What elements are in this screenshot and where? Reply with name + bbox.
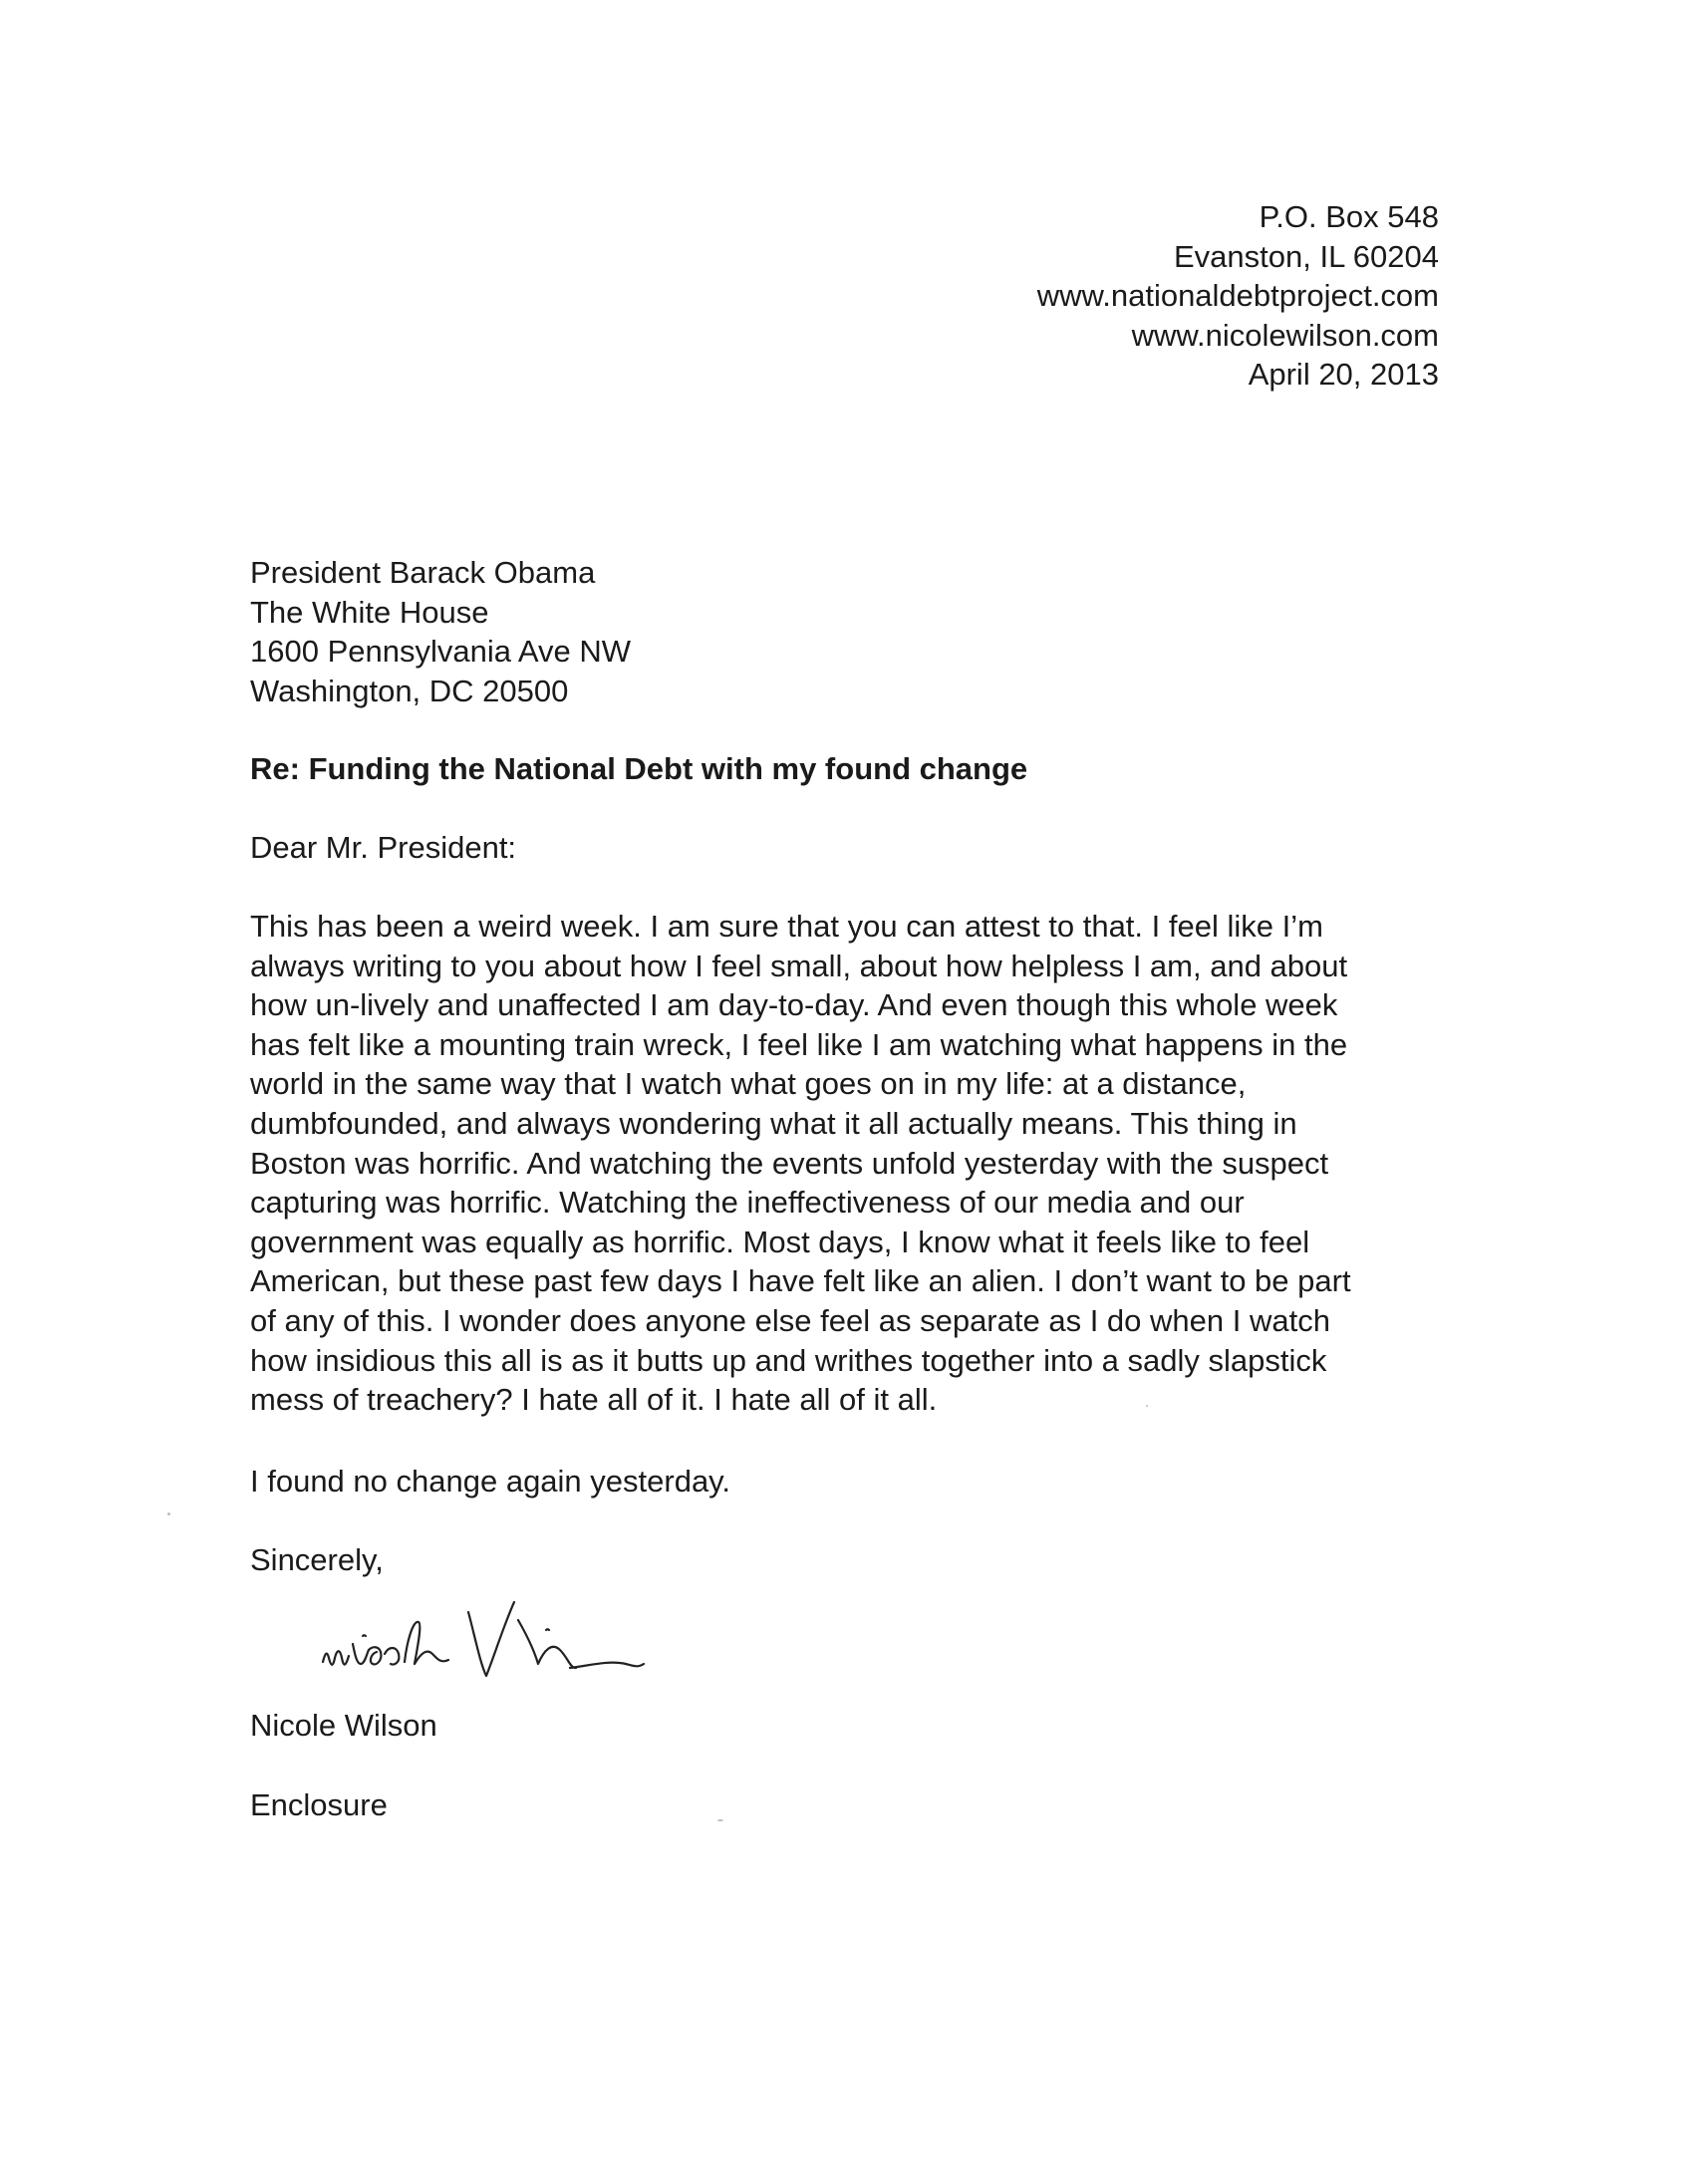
signature-stroke: [570, 1663, 644, 1668]
letter-date: April 20, 2013: [1248, 357, 1439, 392]
body-line: This has been a weird week. I am sure that you can attest to that. I feel like I’m: [250, 909, 1323, 944]
body-line: how un-lively and unaffected I am day-to-day. And even though this whole week: [250, 987, 1338, 1023]
signature-stroke: [405, 1622, 448, 1664]
signature-stroke: [546, 1629, 549, 1630]
body-line: has felt like a mounting train wreck, I feel like I am watching what happens in the: [250, 1026, 1348, 1062]
body-line: Boston was horrific. And watching the events unfold yesterday with the suspect: [250, 1145, 1329, 1181]
signature-stroke: [468, 1602, 514, 1676]
recipient-organization: The White House: [250, 594, 489, 630]
body-line: dumbfounded, and always wondering what it all actually means. This thing in: [250, 1105, 1297, 1141]
sender-city-state-zip: Evanston, IL 60204: [1174, 238, 1439, 274]
closing: Sincerely,: [250, 1542, 384, 1577]
sender-po-box: P.O. Box 548: [1259, 199, 1439, 234]
signature-stroke: [363, 1635, 366, 1636]
sender-website-project: www.nationaldebtproject.com: [1036, 278, 1439, 313]
signature-stroke: [323, 1651, 349, 1665]
body-paragraph: [250, 907, 1446, 1420]
scan-speck: [1146, 1405, 1148, 1407]
body-line: American, but these past few days I have felt like an alien. I don’t want to be part: [250, 1263, 1351, 1299]
found-change-line: I found no change again yesterday.: [250, 1464, 730, 1499]
recipient-city-state-zip: Washington, DC 20500: [250, 673, 569, 708]
body-line: of any of this. I wonder does anyone else feel as separate as I do when I watch: [250, 1302, 1330, 1338]
recipient-address-block: [250, 553, 631, 710]
enclosure-notation: Enclosure: [250, 1787, 388, 1822]
signature-stroke: [385, 1648, 399, 1665]
scan-speck: [167, 1512, 170, 1515]
signature-stroke: [369, 1647, 381, 1664]
body-line: how insidious this all is as it butts up and writhes together into a sadly slapstick: [250, 1342, 1327, 1378]
signature-stroke: [353, 1644, 369, 1664]
recipient-name: President Barack Obama: [250, 555, 596, 590]
sender-website-personal: www.nicolewilson.com: [1131, 317, 1439, 353]
body-line: capturing was horrific. Watching the ineffectiveness of our media and our: [250, 1185, 1245, 1221]
sender-address-block: [1037, 197, 1439, 395]
body-line: mess of treachery? I hate all of it. I hate all of it all.: [250, 1382, 938, 1418]
body-line: always writing to you about how I feel small, about how helpless I am, and about: [250, 948, 1348, 983]
body-line: government was equally as horrific. Most days, I know what it feels like to feel: [250, 1224, 1310, 1259]
body-line: world in the same way that I watch what goes on in my life: at a distance,: [250, 1066, 1247, 1102]
scan-speck: [717, 1819, 723, 1821]
signer-name: Nicole Wilson: [250, 1708, 437, 1743]
subject-line: Re: Funding the National Debt with my found change: [250, 751, 1028, 786]
handwritten-signature: [309, 1584, 727, 1694]
salutation: Dear Mr. President:: [250, 830, 517, 865]
recipient-street: 1600 Pennsylvania Ave NW: [250, 634, 631, 669]
signature-stroke: [518, 1620, 576, 1668]
